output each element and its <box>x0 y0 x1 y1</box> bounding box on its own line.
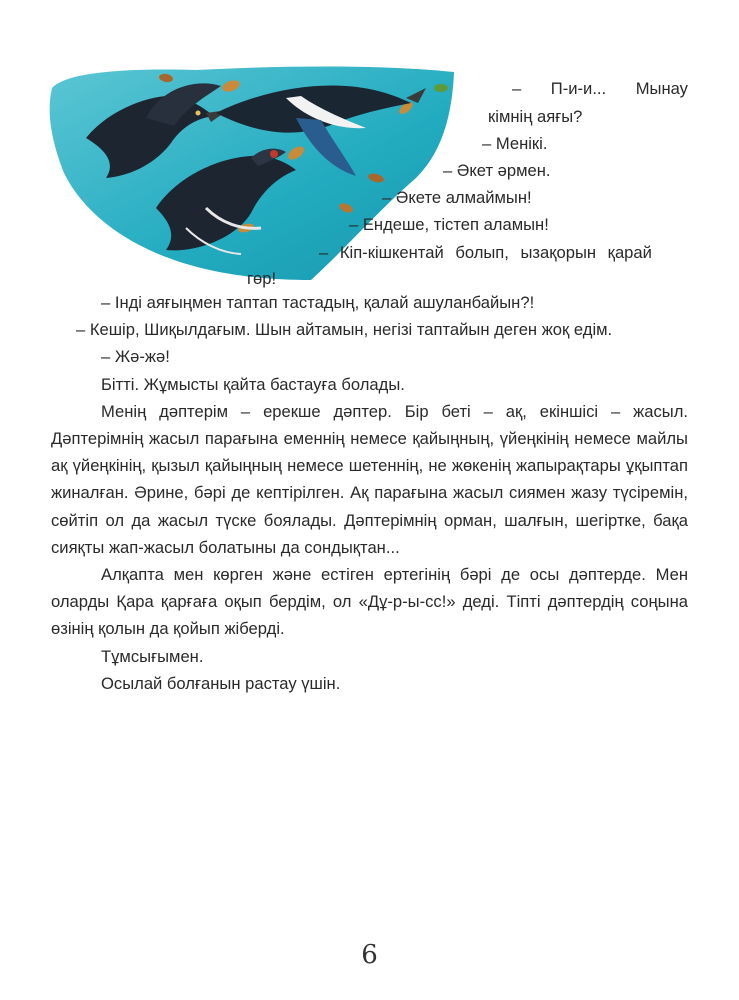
paragraph: Бітті. Жұмысты қайта бастауға болады. <box>101 374 405 394</box>
dialogue-dash: – <box>512 79 522 98</box>
paragraph: Алқапта мен көрген және естіген ертегінің бәрі де осы дәптерде. Мен оларды Қара қарғаға оқып бердім, ол «Дұ-р-ы-сс!» деді. Тіпті дәптердің соңына өзінің қолын да қойып жіберді. <box>51 565 688 639</box>
dialogue-word: Мынау <box>635 79 688 98</box>
dialogue-line: – Ендеше, тістеп аламын! <box>349 215 549 234</box>
paragraph: Менің дәптерім – ерекше дәптер. Бір беті – ақ, екіншісі – жасыл. Дәптерімнің жасыл парағына еменнің немесе қайыңның, үйеңкінің немесе майлы ақ үйеңкінің, қызыл қайыңның немесе шетеннің, не жөкенің жапырақтары ұқыптап жиналған. Әрине, бәрі де кептірілген. Ақ парағына жасыл сиямен жазу түсіремін, сөйтіп ол да жасыл түске боялады. Дәптерімнің орман, шалғын, шегіртке, бақа сияқты жап-жасыл болатыны да сондықтан... <box>51 401 688 557</box>
paragraph: Тұмсығымен. <box>101 646 204 666</box>
paragraph: – Кешір, Шиқылдағым. Шын айтамын, негізі таптайын деген жоқ едім. <box>76 320 613 340</box>
dialogue-line: – Әкете алмаймын! <box>382 188 532 207</box>
dialogue-line: гөр! <box>247 269 277 288</box>
body-text <box>51 289 688 697</box>
dialogue-line: – Кіп-кішкентай болып, ызақорын қарай <box>319 243 652 262</box>
paragraph: Осылай болғанын растау үшін. <box>101 673 341 693</box>
dialogue-line: – Менікі. <box>482 134 548 153</box>
paragraph: – Інді аяғыңмен таптап тастадың, қалай ашуланбайын?! <box>101 293 535 312</box>
dialogue-line: – Әкет әрмен. <box>443 161 551 180</box>
dialogue-line: кімнің аяғы? <box>488 107 583 126</box>
page-number: 6 <box>361 940 378 970</box>
dialogue-line <box>512 76 688 102</box>
paragraph: – Жә-жә! <box>101 347 170 367</box>
dialogue-word: П-и-и... <box>550 79 607 98</box>
